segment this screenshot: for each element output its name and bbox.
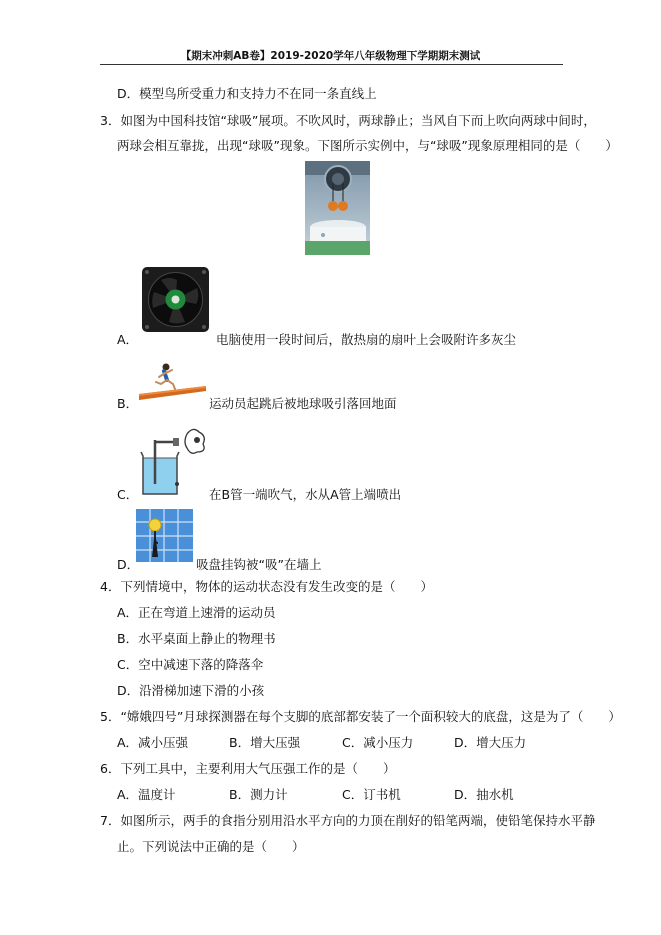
q3-option-a-label: A． [117,332,139,347]
q3-option-d-text: 吸盘挂钩被“吸”在墙上 [196,557,322,572]
q6-option-c: C．订书机 [342,787,401,802]
q4-option-b: B．水平桌面上静止的物理书 [117,631,276,646]
q4-option-a: A．正在弯道上速滑的运动员 [117,605,276,620]
q3-option-b-label: B． [117,396,139,411]
q3-stem-line2: 两球会相互靠拢，出现“球吸”现象。下图所示实例中，与“球吸”现象原理相同的是（ ） [117,138,618,153]
q7-stem-line2: 止。下列说法中正确的是（ ） [117,839,305,854]
page-header: 【期末冲刺AB卷】2019-2020学年八年级物理下学期期末测试 [180,50,481,62]
q7-stem-line1: 7．如图所示，两手的食指分别用沿水平方向的力顶在削好的铅笔两端，使铅笔保持水平静 [100,813,596,828]
q5-option-d: D．增大压力 [454,735,527,750]
q3-stem-line1: 3．如图为中国科技馆“球吸”展项。不吹风时，两球静止；当风自下而上吹向两球中间时， [100,113,596,128]
cooling-fan-image [141,266,210,333]
q4-stem: 4．下列情境中，物体的运动状态没有发生改变的是（ ） [100,579,433,594]
q4-option-c: C．空中减速下落的降落伞 [117,657,264,672]
suction-hook-wall-image [136,509,193,562]
q3-option-c-label: C． [117,487,139,502]
q6-option-b: B．测力计 [229,787,288,802]
blowing-tube-beaker-image [137,422,210,498]
q3-option-c-text: 在B管一端吹气，水从A管上端喷出 [209,487,402,502]
q5-stem: 5．“嫦娥四号”月球探测器在每个支脚的底部都安装了一个面积较大的底盘，这是为了（ ） [100,709,621,724]
q4-option-d: D．沿滑梯加速下滑的小孩 [117,683,265,698]
q3-option-a-text: 电脑使用一段时间后，散热扇的扇叶上会吸附许多灰尘 [216,332,517,347]
q6-option-d: D．抽水机 [454,787,514,802]
q5-option-b: B．增大压强 [229,735,301,750]
q3-option-d-label: D． [117,557,140,572]
header-rule [100,64,563,65]
jumping-athlete-image [139,362,206,402]
q5-option-a: A．减小压强 [117,735,189,750]
q2-option-d: D．模型鸟所受重力和支持力不在同一条直线上 [117,86,377,101]
q6-option-a: A．温度计 [117,787,176,802]
q6-stem: 6．下列工具中，主要利用大气压强工作的是（ ） [100,761,396,776]
q5-option-c: C．减小压力 [342,735,414,750]
q3-option-b-text: 运动员起跳后被地球吸引落回地面 [209,396,397,411]
ball-suction-exhibit-image [305,161,370,255]
